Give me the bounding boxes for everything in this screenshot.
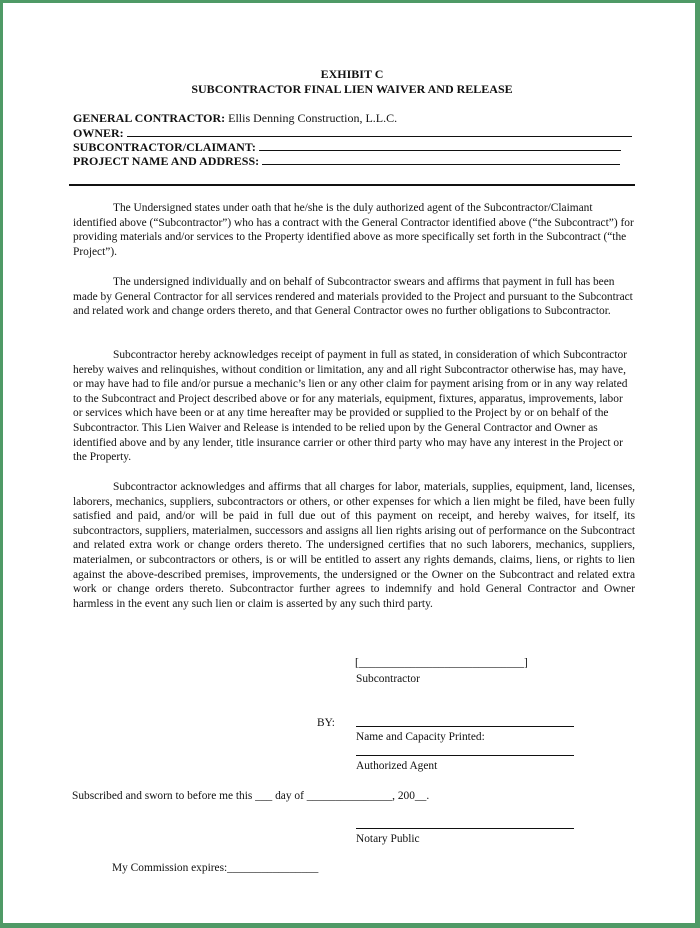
paragraph-4-text: Subcontractor acknowledges and affirms that all charges for labor, materials, supplies, equipment, land, licenses, laborers, mechanics, suppliers, subcontractors or others, or other expenses for which a lien might be filed, have been fully satisfied and paid, and/or will be paid in full due out of this payment on receipt, and hereby waives, for itself, its subcontractors, suppliers, materialmen, successors and assigns all lien rights arising out of performance on the Subcontract and related extra work or change orders thereto. The undersigned certifies that no such laborers, mechanics, suppliers, materialmen, or subcontractors or others, is or will be entitled to assert any rights demands, claims, liens, or rights to lien against the above-described premises, improvements, the undersigned or the Owner on the Subcontract and related extra work or change orders thereto. Subcontractor further agrees to indemnify and hold General Contractor and Owner harmless in the event any such lien or claim is asserted by any such third party. bbox=[73, 481, 635, 610]
paragraph-agent-statement bbox=[73, 201, 635, 259]
paragraph-payment-affirmation bbox=[73, 275, 635, 319]
document-page bbox=[3, 3, 695, 923]
exhibit-label: EXHIBIT C bbox=[320, 67, 384, 81]
by-label: BY: bbox=[317, 717, 335, 729]
subcontractor-signature-bracket: [_____________________________] bbox=[355, 657, 528, 669]
owner-field bbox=[73, 126, 632, 141]
sworn-statement: Subscribed and sworn to before me this ___ day of _______________, 200__. bbox=[72, 790, 430, 802]
paragraph-1-text: The Undersigned states under oath that he/she is the duly authorized agent of the Subcontractor/Claimant identified above (“Subcontractor”) who has a contract with the General Contractor identified above (“the Subcontract”) for providing materials and/or services to the Property identified above as more specifically set forth in the Subcontract (“the Project”). bbox=[73, 202, 634, 258]
general-contractor-value: Ellis Denning Construction, L.L.C. bbox=[228, 111, 398, 125]
notary-signature-line bbox=[356, 828, 574, 829]
authorized-agent-label: Authorized Agent bbox=[356, 760, 438, 772]
document-title: SUBCONTRACTOR FINAL LIEN WAIVER AND RELEASE bbox=[191, 82, 513, 96]
subcontractor-label: Subcontractor bbox=[356, 673, 420, 685]
owner-label: OWNER: bbox=[73, 126, 124, 140]
notary-public-label: Notary Public bbox=[356, 833, 420, 845]
project-blank-line bbox=[262, 154, 620, 165]
name-capacity-label: Name and Capacity Printed: bbox=[356, 731, 485, 743]
paragraph-3-text: Subcontractor hereby acknowledges receipt of payment in full as stated, in consideration of which Subcontractor hereby waives and relinquishes, without condition or limitation, any and all right Subcontractor otherwise has, may have, or may have had to file and/or pursue a mechanic’s lien or any other claim for payment arising from or in any way related to the Subcontract and Project described above or for any materials, equipment, fixtures, apparatus, improvements, labor or services which have been or at any time hereafter may be provided or supplied to the Project by or on behalf of the Subcontractor. This Lien Waiver and Release is intended to be relied upon by the General Contractor and Owner as identified above and by any lender, title insurance carrier or other third party who may have any interest in the Project or the Property. bbox=[73, 349, 628, 464]
paragraph-2-text: The undersigned individually and on behalf of Subcontractor swears and affirms that payment in full has been made by General Contractor for all services rendered and materials provided to the Project and pursuant to the Subcontract and related work and change orders thereto, and that General Contractor owes no further obligations to Subcontractor. bbox=[73, 276, 633, 318]
subcontractor-field bbox=[73, 140, 621, 155]
subcontractor-blank-line bbox=[259, 140, 621, 151]
project-label: PROJECT NAME AND ADDRESS: bbox=[73, 154, 260, 168]
paragraph-waiver bbox=[73, 348, 635, 465]
subcontractor-label: SUBCONTRACTOR/CLAIMANT: bbox=[73, 140, 256, 154]
general-contractor-label: GENERAL CONTRACTOR: bbox=[73, 111, 226, 125]
general-contractor-field bbox=[73, 111, 397, 126]
project-field bbox=[73, 154, 620, 169]
owner-blank-line bbox=[127, 126, 632, 137]
header-divider bbox=[69, 184, 635, 186]
paragraph-indemnity bbox=[73, 480, 635, 611]
by-signature-line bbox=[356, 726, 574, 727]
authorized-agent-line bbox=[356, 755, 574, 756]
commission-expires: My Commission expires:________________ bbox=[112, 862, 319, 874]
